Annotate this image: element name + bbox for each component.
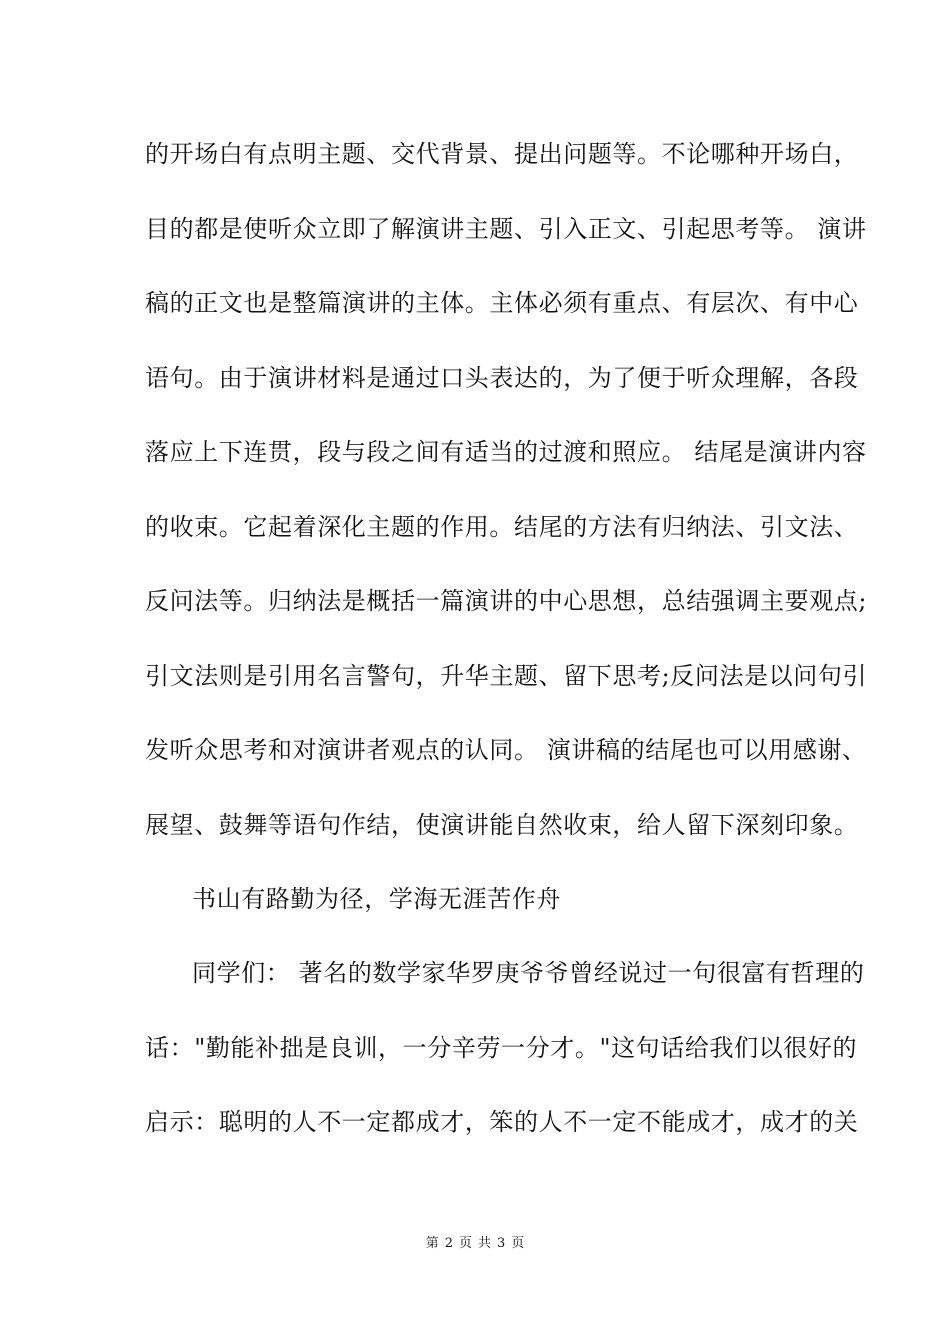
footer-current-page: 2: [444, 1236, 453, 1251]
body-line: 展望、鼓舞等语句作结，使演讲能自然收束，给人留下深刻印象。: [145, 811, 859, 839]
footer-prefix: 第: [425, 1236, 439, 1251]
page-footer: [0, 1235, 950, 1253]
body-line: 引文法则是引用名言警句，升华主题、留下思考;反问法是以问句引: [145, 662, 868, 690]
body-line: 话："勤能补拙是良训，一分辛劳一分才。"这句话给我们以很好的: [145, 1034, 858, 1062]
body-line: 目的都是使听众立即了解演讲主题、引入正文、引起思考等。 演讲: [145, 215, 867, 243]
body-line: 语句。由于演讲材料是通过口头表达的，为了便于听众理解，各段: [145, 364, 859, 392]
section-heading: 书山有路勤为径，学海无涯苦作舟: [192, 885, 561, 913]
body-line: 的开场白有点明主题、交代背景、提出问题等。不论哪种开场白，: [145, 140, 859, 168]
body-line: 落应上下连贯，段与段之间有适当的过渡和照应。 结尾是演讲内容: [145, 438, 867, 466]
body-line: 启示：聪明的人不一定都成才，笨的人不一定不能成才，成才的关: [145, 1108, 859, 1136]
body-line: 同学们： 著名的数学家华罗庚爷爷曾经说过一句很富有哲理的: [192, 959, 865, 987]
footer-suffix: 页: [511, 1236, 525, 1251]
body-line: 的收束。它起着深化主题的作用。结尾的方法有归纳法、引文法、: [145, 513, 859, 541]
footer-mid2: 共: [478, 1236, 492, 1251]
footer-mid1: 页: [458, 1236, 472, 1251]
body-line: 发听众思考和对演讲者观点的认同。 演讲稿的结尾也可以用感谢、: [145, 736, 867, 764]
body-line: 稿的正文也是整篇演讲的主体。主体必须有重点、有层次、有中心: [145, 289, 859, 317]
body-line: 反问法等。归纳法是概括一篇演讲的中心思想，总结强调主要观点;: [145, 587, 868, 615]
footer-total-pages: 3: [497, 1236, 506, 1251]
